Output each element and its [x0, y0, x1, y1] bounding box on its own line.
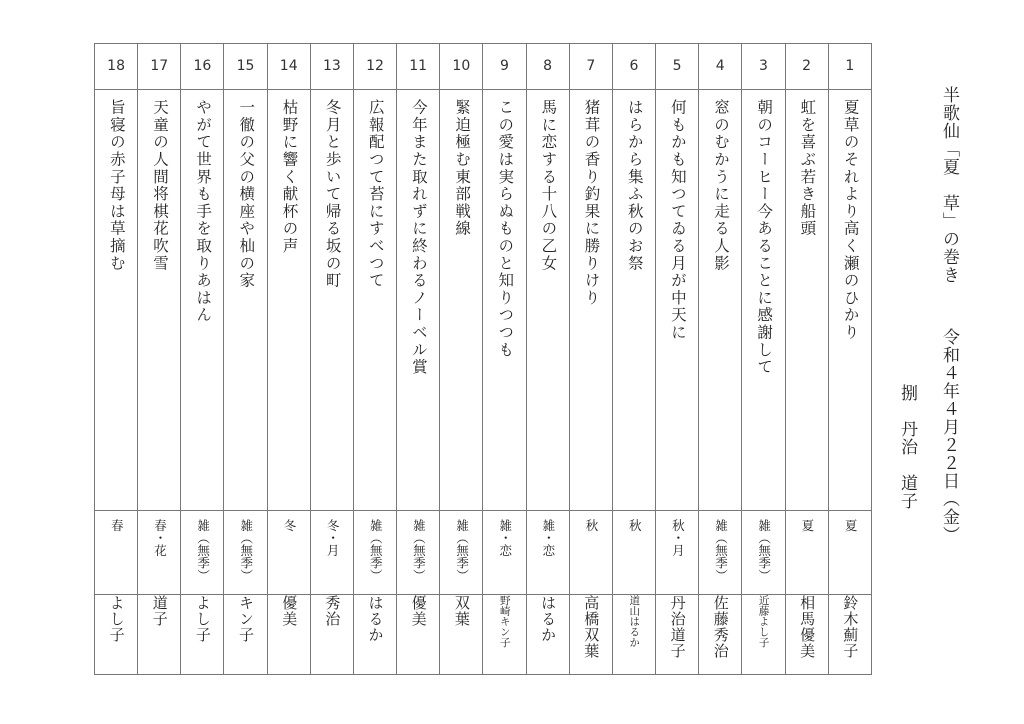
verse-number: 16: [181, 44, 224, 90]
verse-text: 枯野に響く献杯の声: [280, 99, 299, 255]
season-label: 雑・恋: [497, 519, 513, 557]
author-name: 道山はるか: [628, 595, 641, 648]
verse-text-row: [95, 90, 872, 511]
verse-number: 13: [310, 44, 353, 90]
season-cell: [353, 511, 396, 595]
verse-number: 9: [483, 44, 526, 90]
author-name: 双葉: [452, 595, 471, 627]
verse-text: 馬に恋する十八の乙女: [539, 99, 558, 272]
verse-cell: [483, 90, 526, 511]
season-label: 冬・月: [325, 519, 341, 557]
verse-number: 11: [397, 44, 440, 90]
verse-number: 5: [656, 44, 699, 90]
author-cell: [656, 595, 699, 675]
author-name: 佐藤秀治: [711, 595, 730, 659]
verse-cell: [828, 90, 871, 511]
verse-text: 夏草のそれより高く瀬のひかり: [841, 99, 860, 342]
author-name: 優美: [280, 595, 299, 627]
verse-cell: [397, 90, 440, 511]
season-label: 冬: [281, 519, 297, 532]
verse-cell: [310, 90, 353, 511]
verse-cell: [785, 90, 828, 511]
season-label: 雑（無季）: [195, 519, 211, 582]
verse-cell: [95, 90, 138, 511]
season-cell: [95, 511, 138, 595]
verse-cell: [440, 90, 483, 511]
season-cell: [526, 511, 569, 595]
verse-number: 2: [785, 44, 828, 90]
season-cell: [138, 511, 181, 595]
verse-cell: [656, 90, 699, 511]
season-label: 雑（無季）: [238, 519, 254, 582]
author-cell: [828, 595, 871, 675]
author-name: はるか: [366, 595, 385, 643]
verse-number: 6: [612, 44, 655, 90]
verse-text: 朝のコーヒー今あることに感謝して: [755, 99, 774, 376]
author-cell: [397, 595, 440, 675]
author-cell: [224, 595, 267, 675]
verse-cell: [353, 90, 396, 511]
author-name: 丹治道子: [668, 595, 687, 659]
author-name: キン子: [237, 595, 256, 643]
verse-number: 15: [224, 44, 267, 90]
season-cell: [785, 511, 828, 595]
season-cell: [440, 511, 483, 595]
verse-number: 14: [267, 44, 310, 90]
season-cell: [828, 511, 871, 595]
season-label: 雑（無季）: [756, 519, 772, 582]
verse-cell: [742, 90, 785, 511]
season-cell: [267, 511, 310, 595]
verse-text: 広報配つて苔にすべつて: [366, 99, 385, 290]
verse-text: 一徹の父の横座や杣の家: [237, 99, 256, 290]
verse-cell: [138, 90, 181, 511]
author-cell: [267, 595, 310, 675]
verse-cell: [569, 90, 612, 511]
author-cell: [310, 595, 353, 675]
author-cell: [742, 595, 785, 675]
verse-cell: [612, 90, 655, 511]
season-label: 春: [109, 519, 125, 532]
season-row: [95, 511, 872, 595]
author-name: 野崎キン子: [498, 595, 511, 648]
author-cell: [699, 595, 742, 675]
verse-number: 7: [569, 44, 612, 90]
verse-number: 8: [526, 44, 569, 90]
verse-text: 冬月と歩いて帰る坂の町: [323, 99, 342, 290]
season-label: 雑（無季）: [454, 519, 470, 582]
verse-number: 1: [828, 44, 871, 90]
verse-text: 窓のむかうに走る人影: [712, 99, 731, 272]
season-label: 夏: [799, 519, 815, 532]
verse-number-row: [95, 44, 872, 90]
author-name: 近藤よし子: [757, 595, 770, 648]
verse-text: 旨寝の赤子母は草摘む: [107, 99, 126, 272]
season-cell: [397, 511, 440, 595]
author-cell: [95, 595, 138, 675]
author-name: 高橋双葉: [582, 595, 601, 659]
season-cell: [612, 511, 655, 595]
verse-cell: [224, 90, 267, 511]
verse-number: 18: [95, 44, 138, 90]
author-cell: [569, 595, 612, 675]
author-name: 優美: [409, 595, 428, 627]
author-name: 秀治: [323, 595, 342, 627]
author-cell: [181, 595, 224, 675]
verse-cell: [181, 90, 224, 511]
season-label: 秋: [627, 519, 643, 532]
season-label: 春・花: [152, 519, 168, 557]
author-name: 道子: [150, 595, 169, 627]
author-cell: [526, 595, 569, 675]
season-label: 秋: [584, 519, 600, 532]
verse-cell: [526, 90, 569, 511]
session-date: 令和４年４月２２日（金）: [939, 328, 959, 544]
verse-number: 12: [353, 44, 396, 90]
verse-text: 今年また取れずに終わるノーベル賞: [409, 99, 428, 376]
author-row: [95, 595, 872, 675]
verse-text: 緊迫極む東部戦線: [453, 99, 472, 238]
verse-number: 4: [699, 44, 742, 90]
verse-text: 何もかも知つてゐる月が中天に: [668, 99, 687, 342]
verse-number: 3: [742, 44, 785, 90]
season-label: 雑（無季）: [368, 519, 384, 582]
author-name: よし子: [107, 595, 126, 643]
season-label: 雑（無季）: [411, 519, 427, 582]
author-cell: [440, 595, 483, 675]
season-label: 秋・月: [670, 519, 686, 557]
verse-text: 虹を喜ぶ若き船頭: [798, 99, 817, 238]
verse-number: 17: [138, 44, 181, 90]
author-cell: [138, 595, 181, 675]
verse-number: 10: [440, 44, 483, 90]
author-name: よし子: [193, 595, 212, 643]
page-title: 半歌仙「夏 草」の巻き: [939, 86, 959, 284]
kasen-table: [94, 43, 872, 675]
season-cell: [483, 511, 526, 595]
season-label: 夏: [843, 519, 859, 532]
verse-cell: [267, 90, 310, 511]
author-name: 相馬優美: [798, 595, 817, 659]
season-label: 雑・恋: [540, 519, 556, 557]
title-block: [940, 86, 957, 544]
verse-cell: [699, 90, 742, 511]
verse-text: この愛は実らぬものと知りつつも: [496, 99, 515, 359]
season-cell: [569, 511, 612, 595]
season-cell: [181, 511, 224, 595]
season-cell: [656, 511, 699, 595]
season-label: 雑（無季）: [713, 519, 729, 582]
season-cell: [742, 511, 785, 595]
verse-text: はらから集ふ秋のお祭: [625, 99, 644, 272]
season-cell: [699, 511, 742, 595]
sabaki-leader: 捌 丹治 道子: [897, 384, 917, 510]
author-cell: [483, 595, 526, 675]
author-cell: [785, 595, 828, 675]
author-name: 鈴木薊子: [841, 595, 860, 659]
verse-text: 天童の人間将棋花吹雪: [150, 99, 169, 272]
verse-text: やがて世界も手を取りあはん: [194, 99, 213, 324]
author-name: はるか: [539, 595, 558, 643]
season-cell: [224, 511, 267, 595]
author-cell: [612, 595, 655, 675]
author-cell: [353, 595, 396, 675]
season-cell: [310, 511, 353, 595]
verse-text: 猪茸の香り釣果に勝りけり: [582, 99, 601, 307]
